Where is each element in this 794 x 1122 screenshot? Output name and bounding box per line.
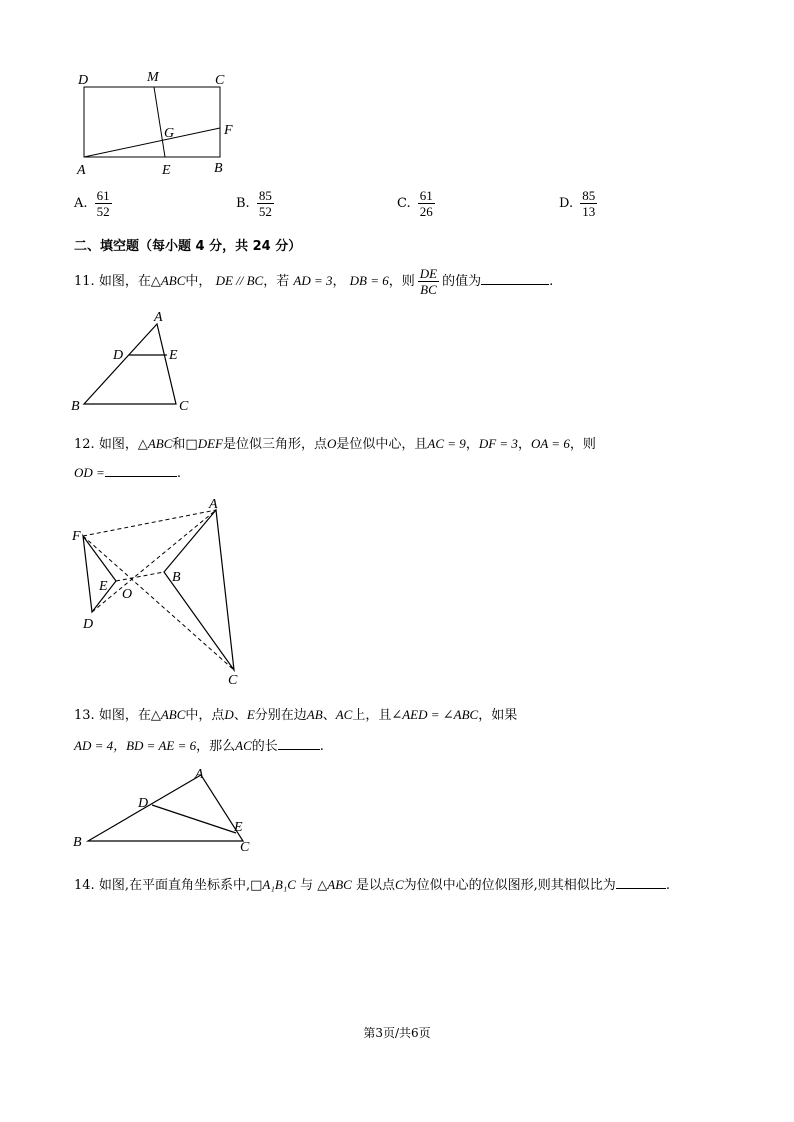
answer-blank[interactable] xyxy=(481,272,549,285)
label-c: C xyxy=(215,73,225,88)
point-o: O xyxy=(327,436,337,451)
triangle-abc-shape xyxy=(84,324,176,404)
q12-t4: 是位似中心，且 xyxy=(336,437,428,452)
q10-option-a[interactable] xyxy=(74,188,115,219)
label-f: F xyxy=(72,529,81,544)
point-d: D xyxy=(224,707,234,722)
q11-t1: 如图，在 xyxy=(98,274,151,289)
label-c: C xyxy=(240,840,250,855)
question-number: 12. xyxy=(74,437,95,452)
q13-t4: 分别在边 xyxy=(254,708,307,723)
q13-end: . xyxy=(319,739,324,754)
q12-t3: 是位似三角形，点 xyxy=(223,437,328,452)
fraction-numerator: DE xyxy=(419,266,438,281)
label-b: B xyxy=(172,570,181,585)
q13-t5: 、 xyxy=(322,708,336,723)
q11-t3: ，若 xyxy=(263,274,290,289)
fraction-numerator: 61 xyxy=(419,188,433,203)
label-d: D xyxy=(138,796,149,811)
q12-text-line1 xyxy=(74,433,596,452)
fraction-denominator: 13 xyxy=(582,204,596,219)
triangle-def-shape xyxy=(83,536,116,612)
fraction-numerator: 85 xyxy=(258,188,272,203)
q12-t1: 如图， xyxy=(98,437,138,452)
answer-blank[interactable] xyxy=(278,737,320,750)
fraction-denominator: 52 xyxy=(96,204,110,219)
q11-end: . xyxy=(549,274,554,289)
label-g: G xyxy=(164,126,175,141)
q12-t5: ，则 xyxy=(569,437,596,452)
q12-end: . xyxy=(176,466,181,481)
q13-t9: 的长 xyxy=(251,739,278,754)
label-e: E xyxy=(162,163,171,178)
label-a: A xyxy=(154,310,163,325)
placeholder-box: □ xyxy=(250,878,263,893)
q14-t4: 为位似中心的位似图形,则其相似比为 xyxy=(403,878,616,893)
fraction-denominator: 52 xyxy=(258,204,272,219)
triangle-def: DEF xyxy=(197,436,223,451)
label-c: C xyxy=(228,673,238,688)
q11-figure xyxy=(68,306,198,416)
placeholder-box: □ xyxy=(185,437,198,452)
label-a: A xyxy=(195,767,204,782)
triangle-abc: △ABC xyxy=(150,707,186,722)
label-c: C xyxy=(179,399,189,414)
question-number: 11. xyxy=(74,274,95,289)
option-letter: A. xyxy=(74,196,88,211)
question-number: 13. xyxy=(74,708,95,723)
q14-end: . xyxy=(665,878,670,893)
q11-sep: ， xyxy=(332,274,346,289)
df-value: DF = 3 xyxy=(478,436,518,451)
triangle-abc: △ABC xyxy=(137,436,173,451)
fraction-numerator: 61 xyxy=(96,188,110,203)
triangle-abc: △ABC xyxy=(317,877,352,892)
option-letter: C. xyxy=(397,196,411,211)
side-ac: AC xyxy=(235,738,252,753)
section-heading: 二、填空题（每小题 4 分，共 24 分） xyxy=(74,239,302,254)
label-d: D xyxy=(83,617,94,632)
label-a: A xyxy=(209,497,218,512)
label-m: M xyxy=(147,70,159,85)
db-value: DB = 6 xyxy=(349,273,389,288)
q12-t2: 和 xyxy=(172,437,186,452)
q10-option-b[interactable] xyxy=(236,188,277,219)
label-f: F xyxy=(224,123,233,138)
option-fraction xyxy=(95,188,112,219)
triangle-abc: △ABC xyxy=(150,273,186,288)
ad-value: AD = 3 xyxy=(293,273,333,288)
angle-equality: ∠AED = ∠ABC xyxy=(391,707,479,722)
parallel-statement: DE // BC xyxy=(215,273,264,288)
q13-figure xyxy=(68,764,268,856)
q13-t2: 中，点 xyxy=(185,708,225,723)
label-e: E xyxy=(234,820,243,835)
conditions: AD = 4，BD = AE = 6 xyxy=(74,738,197,753)
label-e: E xyxy=(99,579,108,594)
q10-option-c[interactable] xyxy=(397,188,438,219)
ac-value: AC = 9 xyxy=(427,436,466,451)
question-number: 14. xyxy=(74,878,95,893)
option-fraction xyxy=(580,188,597,219)
label-b: B xyxy=(73,835,82,850)
fraction-numerator: 85 xyxy=(582,188,596,203)
answer-blank[interactable] xyxy=(105,464,177,477)
label-a: A xyxy=(77,163,86,178)
label-d: D xyxy=(78,73,89,88)
q12-figure xyxy=(66,492,256,688)
q11-t5: 的值为 xyxy=(442,274,482,289)
q10-option-d[interactable] xyxy=(559,188,600,219)
fraction-denominator: BC xyxy=(420,282,437,297)
label-b: B xyxy=(214,161,223,176)
q11-t4: ，则 xyxy=(388,274,415,289)
q13-t8: ，那么 xyxy=(196,739,236,754)
label-b: B xyxy=(71,399,80,414)
triangle-abc-shape xyxy=(88,775,243,841)
option-letter: D. xyxy=(559,196,574,211)
q12-text-line2 xyxy=(74,464,181,481)
option-letter: B. xyxy=(236,196,250,211)
label-o: O xyxy=(122,587,133,602)
dashed-fa xyxy=(83,510,216,536)
segment-me xyxy=(154,87,165,157)
dashed-fc xyxy=(83,536,234,670)
q13-text-line1 xyxy=(74,704,517,723)
option-fraction xyxy=(418,188,435,219)
q13-t3: 、 xyxy=(233,708,247,723)
option-fraction xyxy=(257,188,274,219)
label-e: E xyxy=(169,348,178,363)
q11-text xyxy=(74,266,553,297)
triangle-a1b1c: A₁B₁C xyxy=(262,877,296,892)
q11-t2: 中， xyxy=(185,274,212,289)
answer-blank[interactable] xyxy=(616,876,666,889)
point-c: C xyxy=(395,877,404,892)
side-ac: AC xyxy=(335,707,353,722)
od-label: OD = xyxy=(74,465,105,480)
dashed-eb xyxy=(116,572,164,581)
q13-text-line2 xyxy=(74,735,324,754)
fraction-denominator: 26 xyxy=(419,204,433,219)
point-e: E xyxy=(246,707,255,722)
q13-t1: 如图，在 xyxy=(98,708,151,723)
q12-sep2: ， xyxy=(517,437,531,452)
q10-figure xyxy=(70,64,245,184)
q14-t3: 是以点 xyxy=(355,878,395,893)
rectangle-abcd xyxy=(84,87,220,157)
ratio-fraction xyxy=(418,266,439,297)
q13-t6: 上，且 xyxy=(352,708,392,723)
q14-text xyxy=(74,874,670,893)
page-footer: 第3页/共6页 xyxy=(363,1026,431,1040)
q12-sep1: ， xyxy=(465,437,479,452)
segment-af xyxy=(84,128,220,157)
q14-t1: 如图,在平面直角坐标系中, xyxy=(98,878,251,893)
q14-t2: 与 xyxy=(300,878,314,893)
triangle-abc-shape xyxy=(164,510,234,670)
oa-value: OA = 6 xyxy=(530,436,570,451)
label-d: D xyxy=(113,348,124,363)
q13-t7: ，如果 xyxy=(478,708,518,723)
side-ab: AB xyxy=(306,707,323,722)
